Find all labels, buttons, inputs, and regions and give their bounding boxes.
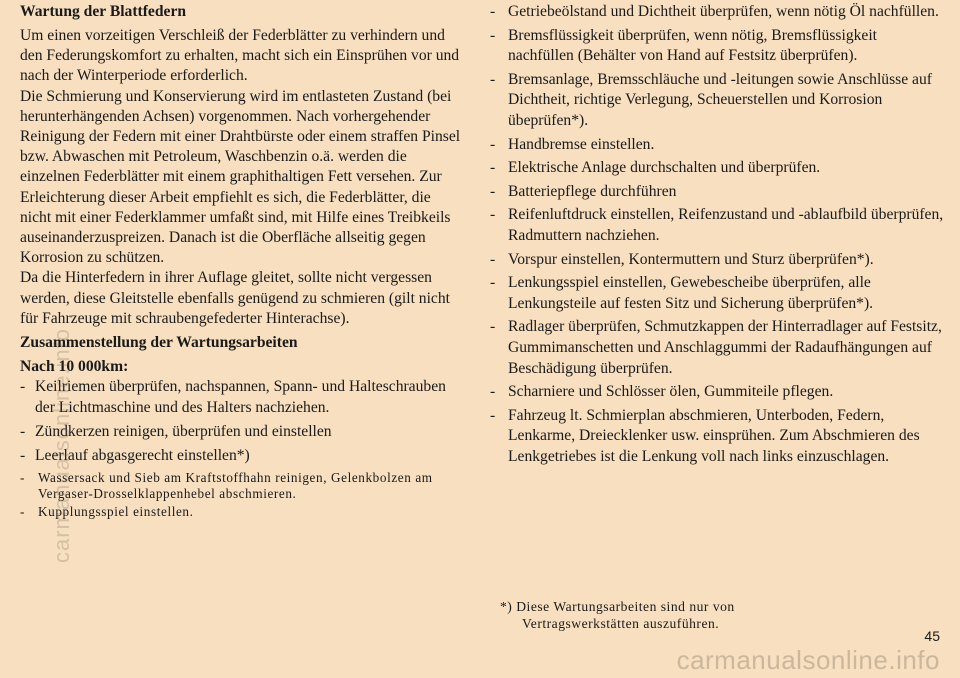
left-column — [20, 2, 465, 523]
watermark-bottom: carmanualsonline.info — [676, 645, 940, 675]
list-item: - Batteriepflege durchführen — [490, 182, 945, 203]
list-item: - Handbremse einstellen. — [490, 135, 945, 156]
right-column — [490, 2, 945, 470]
list-item: - Reifenluftdruck einstellen, Reifenzustand und -ablaufbild überprüfen, Radmuttern nachziehen. — [490, 205, 945, 246]
list-item: - Getriebeölstand und Dichtheit überprüfen, wenn nötig Öl nachfüllen. — [490, 2, 945, 23]
footnote: *) Diese Wartungsarbeiten sind nur von Vertragswerkstätten auszuführen. — [500, 599, 735, 631]
list-item: - Bremsflüssigkeit überprüfen, wenn nötig, Bremsflüssigkeit nachfüllen (Behälter von Hand auf Festsitz überprüfen). — [490, 26, 945, 67]
page-number: 45 — [924, 628, 940, 644]
maintenance-summary-heading: Zusammenstellung der Wartungsarbeiten — [20, 334, 298, 352]
rear-spring-paragraph: Da die Hinterfedern in ihrer Auflage gleitet, sollte nicht vergessen werden, diese Gleitstelle ebenfalls genügend zu schmieren (gilt nicht für Fahrzeuge mit schraubengefederter Hinterachse). — [20, 269, 450, 327]
watermark-side: carmanualsonline.info — [49, 327, 74, 563]
intro-paragraph: Um einen vorzeitigen Verschleiß der Federblätter zu verhindern und den Federungskomfort zu erhalten, macht sich ein Einsprühen vor und nach der Winterperiode erforderlich. — [20, 27, 460, 85]
maintenance-list-right — [490, 2, 945, 467]
list-item: - Lenkungsspiel einstellen, Gewebescheibe überprüfen, alle Lenkungsteile auf festen Sitz und Sicherung überprüfen*). — [490, 273, 945, 314]
list-item: - Radlager überprüfen, Schmutzkappen der Hinterradlager auf Festsitz, Gummimanschetten und Anschlaggummi der Radaufhängungen auf Beschädigung überprüfen. — [490, 317, 945, 379]
list-item: - Wassersack und Sieb am Kraftstoffhahn reinigen, Gelenkbolzen am Vergaser-Drosselklappenhebel abschmieren. — [20, 470, 465, 501]
list-item: - Vorspur einstellen, Kontermuttern und Sturz überprüfen*). — [490, 250, 945, 271]
maintenance-list-small — [20, 470, 465, 520]
list-item: - Keilriemen überprüfen, nachspannen, Spann- und Halteschrauben der Lichtmaschine und des Halters nachziehen. — [20, 377, 465, 417]
maintenance-list-left — [20, 377, 465, 466]
list-item: - Zündkerzen reinigen, überprüfen und einstellen — [20, 422, 465, 442]
lubrication-paragraph: Die Schmierung und Konservierung wird im entlasteten Zustand (bei herunterhängenden Achsen) vorgenommen. Nach vorhergehender Reinigung der Federn mit einer Drahtbürste oder einem straffen Pinsel bzw. Abwaschen mit Petroleum, Waschbenzin o.ä. werden die einzelnen Federblätter mit einem graphithaltigen Fett versehen. Zur Erleichterung dieser Arbeit empfiehlt es sich, die Federblätter, die nicht mit einer Federklammer umfaßt sind, mit Hilfe eines Treibkeils auseinanderzuspreizen. Danach ist die Oberfläche allseitig gegen Korrosion zu schützen. — [20, 87, 461, 267]
list-item: - Elektrische Anlage durchschalten und überprüfen. — [490, 158, 945, 179]
list-item: - Fahrzeug lt. Schmierplan abschmieren, Unterboden, Federn, Lenkarme, Dreiecklenker usw. einsprühen. Zum Abschmieren des Lenkgetriebes ist die Lenkung voll nach links einzuschlagen. — [490, 406, 945, 468]
list-item: - Bremsanlage, Bremsschläuche und -leitungen sowie Anschlüsse auf Dichtheit, richtige Verlegung, Scheuerstellen und Korrosion übeprüfen*). — [490, 70, 945, 132]
section-title: Wartung der Blattfedern — [20, 3, 187, 20]
interval-heading: Nach 10 000km: — [20, 358, 129, 376]
list-item: - Scharniere und Schlösser ölen, Gummiteile pflegen. — [490, 382, 945, 403]
list-item: - Leerlauf abgasgerecht einstellen*) — [20, 446, 465, 466]
list-item: - Kupplungsspiel einstellen. — [20, 504, 465, 520]
